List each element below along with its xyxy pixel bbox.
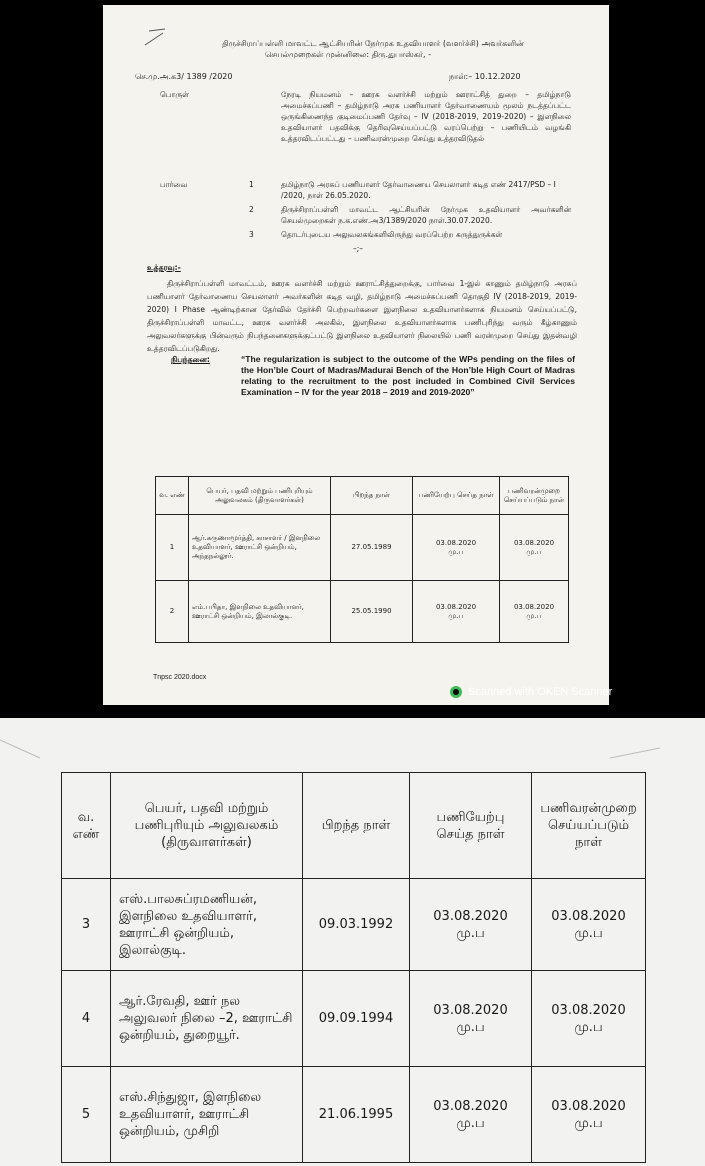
- table-row: [62, 971, 646, 1067]
- appointee-table-page-2: [61, 772, 646, 1163]
- col-name-header: பெயர், பதவி மற்றும் பணிபுரியும் அலுவலகம் (திருவாளர்கள்): [189, 477, 331, 515]
- reference-3-text: தொடர்புடைய அலுவலகங்களிலிருந்து வரப்பெற்ற கருத்துருக்கள்: [281, 230, 503, 239]
- regularization-date: [532, 1067, 646, 1163]
- regularization-session: மு.ப: [526, 611, 542, 620]
- reference-3-number: 3: [249, 230, 254, 239]
- appointee-table-page-1: [155, 476, 569, 643]
- joining-date: [413, 581, 500, 643]
- col-serial-header: வ. எண்: [62, 773, 111, 879]
- regularization-date-value: 03.08.2020: [513, 538, 555, 547]
- reference-1-text: தமிழ்நாடு அரசுப் பணியாளர் தேர்வாணைய செயலாளர் கடித எண் 2417/PSD – I /2020, நாள் 26.05.2020.: [281, 180, 556, 200]
- joining-date: [410, 1067, 532, 1163]
- col-dob-header: பிறந்த நாள்: [331, 477, 413, 515]
- date-of-birth: 27.05.1989: [331, 515, 413, 581]
- appointee-details: எஸ்.பாலசுப்ரமணியன், இளநிலை உதவியாளர், ஊராட்சி ஒன்றியம், இலால்குடி.: [111, 879, 303, 971]
- table-header-row: [156, 477, 569, 515]
- document-page-2: [0, 718, 705, 1166]
- joining-date: [413, 515, 500, 581]
- joining-date: [410, 879, 532, 971]
- section-divider: –;–: [353, 244, 364, 253]
- table-row: [62, 879, 646, 971]
- reference-number: செ.மு.அ.க3/ 1389 /2020: [135, 72, 233, 81]
- regularization-date-value: 03.08.2020: [551, 908, 626, 924]
- col-joining-header: பணியேற்பு செய்த நாள்: [410, 773, 532, 879]
- subject-label: பொருள்: [160, 90, 190, 99]
- subject-text: நேரடி நியமனம் – ஊரக வளர்ச்சி மற்றும் ஊராட்சித் துறை – தமிழ்நாடு அமைச்சுப்பணி – தமிழ்நாடு அரசு பணியாளர் தேர்வாணையம் மூலம் நடத்தப்பட்ட ஒருங்கிணைந்த குடிமைப்பணி தேர்வு – IV (2018-2019, 2019-2020) – இளநிலை உதவியாளர் பதவிக்கு தெரிவுசெய்யப்பட்டு வரப்பெற்று – பணியிடம் வழங்கி உத்தரவிடப்பட்டது – பணிவரன்முறை செய்து உத்தரவிடுதல்: [281, 90, 571, 143]
- footer-file-name: Tnpsc 2020.docx: [153, 674, 207, 681]
- date-of-birth: 25.05.1990: [331, 581, 413, 643]
- col-name-header: பெயர், பதவி மற்றும் பணிபுரியும் அலுவலகம் (திருவாளர்கள்): [111, 773, 303, 879]
- joining-date-value: 03.08.2020: [435, 602, 477, 611]
- table-row: [62, 1067, 646, 1163]
- order-label: உத்தரவு:-: [147, 263, 181, 272]
- regularization-date: [500, 515, 569, 581]
- order-text: திருச்சிராப்பள்ளி மாவட்டம், ஊரக வளர்ச்சி மற்றும் ஊராட்சித்துறைக்கு, பார்வை 1-இல் காணும் தமிழ்நாடு அரசுப் பணியாளர் தேர்வாணைய செயலாளர் அவர்களின் கடித வழி, தமிழ்நாடு அமைச்சுப்பணி தொகுதி IV (2018-2019, 2019-2020) I Phase ஆண்டிற்கான தேர்வில் தேர்ச்சி பெற்றவர்களை இளநிலை உதவியாளர்களாக நியமனம் செய்யப்பட்டு, திருச்சிராப்பள்ளி மாவட்ட, ஊரக வளர்ச்சி அலகில், இளநிலை உதவியாளர்களாக பணிபுரிந்து வரும் கீழ்காணும் அலுவலர்களுக்கு பின்வரும் நிபந்தனைகளுக்குட்பட்டு இளநிலை உதவியாளர் நிலையில் பணி வரன்முறை செய்து இதன்வழி உத்தரவிடப்படுகிறது.: [147, 279, 577, 353]
- reference-1-number: 1: [249, 180, 254, 189]
- table-header-row: [62, 773, 646, 879]
- scanner-label: Scanned with OKEN Scanner: [468, 686, 613, 698]
- joining-date-value: 03.08.2020: [433, 1098, 508, 1114]
- col-regularization-header: பணிவரன்முறை செய்யப்படும் நாள்: [500, 477, 569, 515]
- reference-2-text: திருச்சிராப்பள்ளி மாவட்ட ஆட்சியரின் நேர்முக உதவியாளர் அவர்களின் செயல்முறைகள் ந.க.எண்.அ3/1389/2020 நாள்.30.07.2020.: [281, 205, 571, 225]
- regularization-date-value: 03.08.2020: [513, 602, 555, 611]
- joining-session: மு.ப: [456, 1019, 485, 1035]
- regularization-session: மு.ப: [574, 1019, 603, 1035]
- joining-session: மு.ப: [456, 1115, 485, 1131]
- date-of-birth: 09.09.1994: [303, 971, 410, 1067]
- reference-label: பார்வை: [160, 180, 188, 189]
- serial-number: 4: [62, 971, 111, 1067]
- regularization-session: மு.ப: [574, 925, 603, 941]
- col-serial-header: வ. எண்: [156, 477, 189, 515]
- date-of-birth: 21.06.1995: [303, 1067, 410, 1163]
- scanner-logo-icon: [450, 686, 462, 698]
- appointee-details: எம்.பபிதா, இளநிலை உதவியாளர், ஊராட்சி ஒன்றியம், இலால்குடி.: [189, 581, 331, 643]
- table-row: [156, 515, 569, 581]
- joining-session: மு.ப: [456, 925, 485, 941]
- col-joining-header: பணியேற்பு செய்த நாள்: [413, 477, 500, 515]
- joining-date: [410, 971, 532, 1067]
- joining-date-value: 03.08.2020: [433, 1002, 508, 1018]
- serial-number: 5: [62, 1067, 111, 1163]
- condition-label: நிபந்தனை:: [171, 355, 210, 364]
- col-dob-header: பிறந்த நாள்: [303, 773, 410, 879]
- appointee-details: ஆர்.ரேவதி, ஊர் நல அலுவலர் நிலை –2, ஊராட்சி ஒன்றியம், துறையூர்.: [111, 971, 303, 1067]
- header-line-1: திருச்சிராப்பள்ளி மாவட்ட ஆட்சியரின் நேர்முக உதவியாளர் (வளர்ச்சி) அவர்களின்: [222, 39, 524, 48]
- joining-session: மு.ப: [448, 611, 464, 620]
- regularization-session: மு.ப: [574, 1115, 603, 1131]
- pen-mark: [143, 27, 167, 47]
- reference-2-number: 2: [249, 205, 254, 214]
- joining-session: மு.ப: [448, 547, 464, 556]
- page-fold-lines: [0, 718, 705, 778]
- serial-number: 2: [156, 581, 189, 643]
- serial-number: 3: [62, 879, 111, 971]
- col-regularization-header: பணிவரன்முறை செய்யப்படும் நாள்: [532, 773, 646, 879]
- regularization-date: [500, 581, 569, 643]
- document-date: நாள்:– 10.12.2020: [449, 72, 521, 81]
- serial-number: 1: [156, 515, 189, 581]
- regularization-date-value: 03.08.2020: [551, 1002, 626, 1018]
- date-of-birth: 09.03.1992: [303, 879, 410, 971]
- appointee-details: ஆர்.கருணாமூர்த்தி, காசாளர் / இளநிலை உதவியாளர், ஊராட்சி ஒன்றியம், அந்தநல்லூர்.: [189, 515, 331, 581]
- regularization-date-value: 03.08.2020: [551, 1098, 626, 1114]
- regularization-date: [532, 879, 646, 971]
- appointee-details: எஸ்.சிந்துஜா, இளநிலை உதவியாளர், ஊராட்சி ஒன்றியம், முசிறி: [111, 1067, 303, 1163]
- condition-text: “The regularization is subject to the outcome of the WPs pending on the files of the Hon’ble Court of Madras/Madurai Bench of the Hon’ble High Court of Madras relating to the recruitment to the post included in Combined Civil Services Examination – IV for the year 2018 – 2019 and 2019-2020”: [241, 354, 575, 397]
- regularization-date: [532, 971, 646, 1067]
- document-page-1: [103, 5, 609, 705]
- table-row: [156, 581, 569, 643]
- joining-date-value: 03.08.2020: [435, 538, 477, 547]
- joining-date-value: 03.08.2020: [433, 908, 508, 924]
- regularization-session: மு.ப: [526, 547, 542, 556]
- scanner-watermark: [450, 686, 612, 698]
- header-line-2: செயல்முறைகள் முன்னிலை: திரு.துபாஸ்கர், -: [264, 50, 432, 59]
